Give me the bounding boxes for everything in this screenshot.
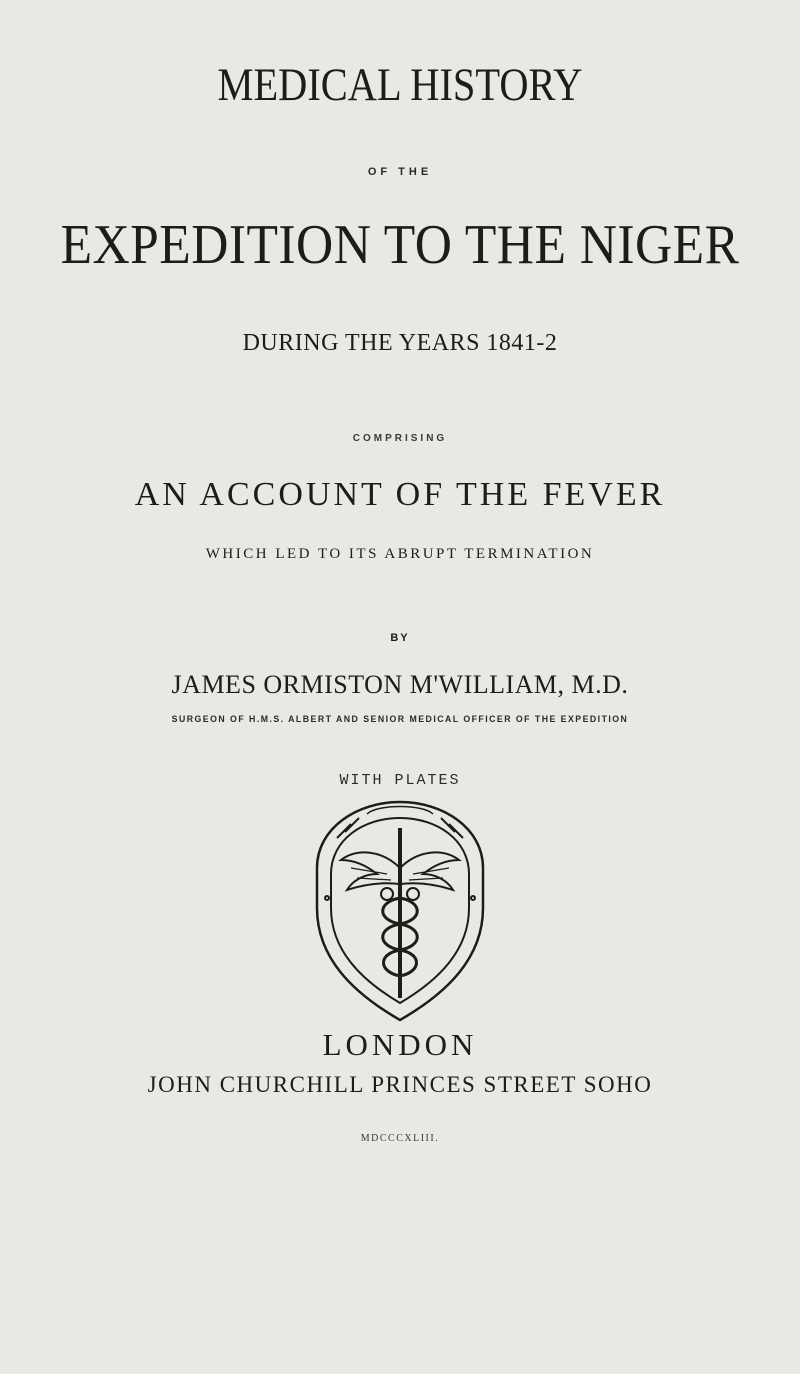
which-line: WHICH LED TO ITS ABRUPT TERMINATION	[205, 546, 595, 562]
by-label: BY	[390, 632, 410, 644]
comprising-label: COMPRISING	[352, 433, 448, 444]
expedition-title: EXPEDITION TO THE NIGER	[60, 214, 740, 276]
publisher-name: JOHN CHURCHILL PRINCES STREET SOHO	[147, 1072, 653, 1097]
place-of-publication: LONDON	[322, 1027, 478, 1062]
with-plates-label: WITH PLATES	[339, 772, 461, 789]
publication-year: MDCCCXLIII.	[360, 1133, 440, 1144]
author-name: JAMES ORMISTON M'WILLIAM, M.D.	[171, 670, 629, 699]
of-the-label: OF THE	[367, 166, 433, 178]
account-line: AN ACCOUNT OF THE FEVER	[134, 476, 666, 513]
years-line: DURING THE YEARS 1841-2	[242, 330, 558, 356]
publisher-emblem-icon	[307, 798, 493, 1024]
main-title: MEDICAL HISTORY	[217, 59, 583, 111]
author-title: SURGEON OF H.M.S. ALBERT AND SENIOR MEDICAL OFFICER OF THE EXPEDITION	[171, 714, 629, 725]
